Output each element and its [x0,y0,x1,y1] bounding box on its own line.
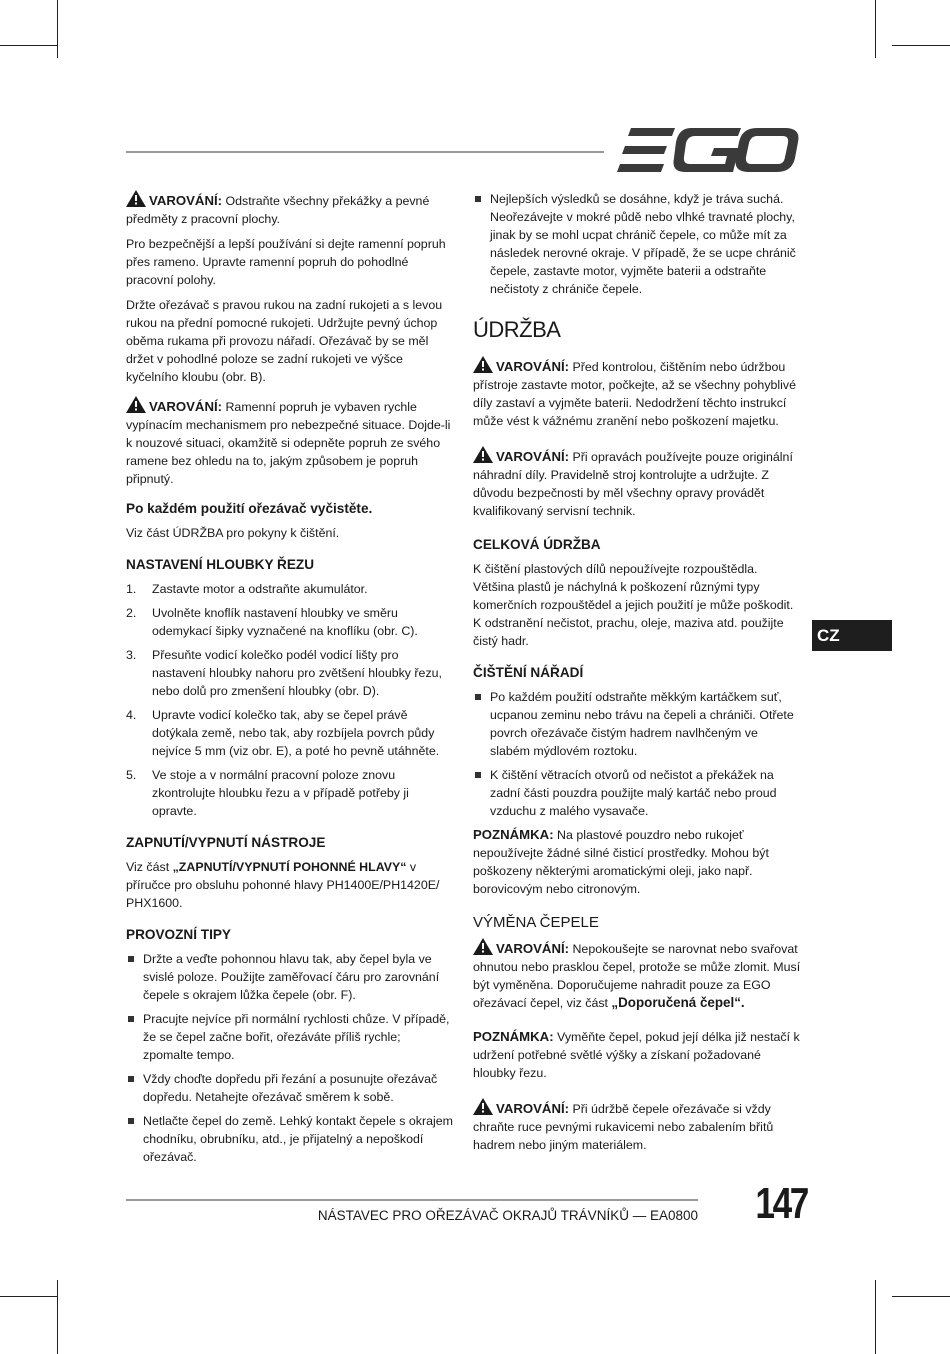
warning-label: VAROVÁNÍ: [496,941,570,956]
warning-gloves [473,1098,801,1154]
warning-text: Ramenní popruh je vybaven rychle vypínacím mechanismem pro nebezpečné situace. Dojde-li k nouzové situaci, okamžitě si odepněte popruh ze svého ramene bez ohledu na to, jakým způsobem je popruh připnutý. [126,400,451,486]
bullet-square-icon [475,196,481,202]
warning-text: Nepokoušejte se narovnat nebo svařovat ohnutou nebo prasklou čepel, protože se může zlomit. Musí být vyměněna. Doporučujeme nahradit pouze za EGO ořezávací čepel, viz část [473,942,801,1010]
warning-triangle-icon [473,446,493,463]
warning-triangle-icon [126,396,146,413]
bullet-square-icon [128,1016,134,1022]
step-text: Přesuňte vodicí kolečko podél vodicí lišty pro nastavení hloubky nahoru pro zvětšení hloubky řezu, nebo dolů pro zmenšení hloubky (obr. D). [152,648,442,698]
warning-label: VAROVÁNÍ: [496,1101,570,1116]
list-item [126,646,454,700]
bullet-square-icon [128,956,134,962]
note-cleaners [473,826,801,898]
cleaning-heading: ČIŠTĚNÍ NÁŘADÍ [473,665,584,680]
warning-triangle-icon [473,356,493,373]
warning-triangle-icon [473,938,493,955]
top-bullets [473,190,801,298]
footer-rule [126,1199,698,1201]
right-column [473,190,801,1161]
list-item [126,950,454,1004]
onoff-heading: ZAPNUTÍ/VYPNUTÍ NÁSTROJE [126,835,326,850]
general-maintenance-heading: CELKOVÁ ÚDRŽBA [473,537,601,552]
bullet-square-icon [475,694,481,700]
crop-mark [892,45,950,46]
warning-triangle-icon [473,1098,493,1115]
warning-label: VAROVÁNÍ: [496,359,570,374]
bullet-text: Nejlepších výsledků se dosáhne, když je tráva suchá. Neořezávejte v mokré půdě nebo vlhké travnaté plochy, jinak by se mohl ucpat chránič čepele, co může mít za následek nerovné okraje. V případě, že se ucpe chránič čepele, zastavte motor, vyjměte baterii a odstraňte nečistoty z chrániče čepele. [490,192,796,296]
list-item [126,580,454,598]
general-maintenance-text: K čištění plastových dílů nepoužívejte rozpouštědla. Většina plastů je náchylná k poškození různými typy komerčních rozpouštědel a jejich použití je může poškodit. K odstranění nečistot, prachu, oleje, maziva atd. použijte čistý hadr. [473,562,794,648]
list-item [126,766,454,820]
list-item [126,1070,454,1106]
list-item [126,1010,454,1064]
warning-strap-release [126,396,454,488]
step-text: Upravte vodicí kolečko tak, aby se čepel právě dotýkala země, nebo tak, aby rozbíjela povrch půdy nejvíce 5 mm (viz obr. E), a poté ho pevně utáhněte. [152,708,440,758]
crop-mark [892,1296,950,1297]
crop-mark [0,45,58,46]
crop-mark [875,0,876,58]
list-item [126,1112,454,1166]
list-item [473,688,801,760]
note-text: Na plastové pouzdro nebo rukojeť nepoužívejte žádné silné čisticí prostředky. Mohou být poškozeny některými aromatickými oleji, jako např. borovicovým nebo citronovým. [473,828,769,896]
crop-mark [875,1280,876,1354]
header-rule [126,151,604,153]
warning-obstacles [126,190,454,228]
ego-logo [617,128,799,172]
recommended-blade-reference: „Doporučená čepel“. [611,995,745,1010]
paragraph-shoulder-strap: Pro bezpečnější a lepší používání si dejte ramenní popruh přes rameno. Upravte ramenní popruh do pohodlné pracovní polohy. [126,237,446,287]
paragraph-hold-trimmer: Držte ořezávač s pravou rukou na zadní rukojeti a s levou rukou na přední pomocné rukojeti. Udržujte pevný úchop oběma rukama při provozu nářadí. Ořezávač by se měl držet v pohodlné poloze se zadní rukojeti ve výšce kyčelního kloubu (obr. B). [126,298,443,384]
step-number: 4. [126,708,137,722]
warning-text: Při údržbě čepele ořezávače si vždy chraňte ruce pevnými rukavicemi nebo zabalením břitů hadrem nebo jiným materiálem. [473,1102,774,1152]
bullet-text: K čištění větracích otvorů od nečistot a překážek na zadní části pouzdra použijte malý kartáč nebo proud vzduchu z malého vysavače. [490,768,777,818]
warning-label: VAROVÁNÍ: [149,399,223,414]
depth-heading: NASTAVENÍ HLOUBKY ŘEZU [126,557,315,572]
crop-mark [57,0,58,58]
language-tab: CZ [812,620,892,651]
cleaning-list [473,688,801,820]
list-item [473,190,801,298]
note-blade-length [473,1028,801,1082]
warning-label: VAROVÁNÍ: [149,193,223,208]
step-number: 5. [126,768,137,782]
list-item [126,706,454,760]
onoff-prefix: Viz část [126,860,173,874]
step-text: Zastavte motor a odstraňte akumulátor. [152,582,368,596]
step-text: Ve stoje a v normální pracovní poloze znovu zkontrolujte hloubku řezu a v případě potřeby ji opravte. [152,768,409,818]
onoff-text [126,858,454,912]
warning-text: Při opravách používejte pouze originální náhradní díly. Pravidelně stroj kontrolujte a udržujte. Z důvodu bezpečnosti by měl všechny opravy provádět kvalifikovaný servisní technik. [473,450,793,518]
after-use-text: Viz část ÚDRŽBA pro pokyny k čištění. [126,526,340,540]
tips-list [126,950,454,1166]
bullet-text: Po každém použití odstraňte měkkým kartáčkem suť, ucpanou zeminu nebo trávu na čepeli a chrániči. Otřete povrch ořezávače čistým hadrem navlhčeným ve slabém mýdlovém roztoku. [490,690,794,758]
warning-before-maintenance [473,356,801,430]
step-number: 1. [126,582,137,596]
bullet-text: Držte a veďte pohonnou hlavu tak, aby čepel byla ve svislé poloze. Použijte zaměřovací čáru pro zarovnání čepele s okrajem lůžka čepele (obr. F). [143,952,440,1002]
after-use-heading: Po každém použití ořezávač vyčistěte. [126,501,373,516]
warning-text: Před kontrolou, čištěním nebo údržbou přístroje zastavte motor, počkejte, až se všechny pohyblivé díly zastaví a vyjměte baterii. Nedodržení těchto instrukcí může vést k vážnému zranění nebo poškození majetku. [473,360,797,428]
tips-heading: PROVOZNÍ TIPY [126,927,231,942]
warning-label: VAROVÁNÍ: [496,449,570,464]
warning-original-parts [473,446,801,520]
depth-steps [126,580,454,820]
step-text: Uvolněte knoflík nastavení hloubky ve směru odemykací šipky vyznačené na knoflíku (obr. C). [152,606,418,638]
warning-bent-blade [473,938,801,1012]
warning-triangle-icon [126,190,146,207]
bullet-text: Pracujte nejvíce při normální rychlosti chůze. V případě, že se čepel začne bořit, ořezáváte příliš rychle; zpomalte tempo. [143,1012,450,1062]
step-number: 2. [126,606,137,620]
note-text: Vyměňte čepel, pokud její délka již nestačí k udržení potřebné světlé výšky a získaní požadované hloubky řezu. [473,1030,800,1080]
bullet-square-icon [128,1118,134,1124]
list-item [126,604,454,640]
crop-mark [0,1296,58,1297]
maintenance-title: ÚDRŽBA [473,317,561,342]
note-label: POZNÁMKA: [473,1029,554,1044]
blade-replacement-heading: VÝMĚNA ČEPELE [473,914,599,931]
warning-text: Odstraňte všechny překážky a pevné předměty z pracovní plochy. [126,194,430,226]
bullet-square-icon [128,1076,134,1082]
step-number: 3. [126,648,137,662]
note-label: POZNÁMKA: [473,827,554,842]
manual-title: NÁSTAVEC PRO OŘEZÁVAČ OKRAJŮ TRÁVNÍKŮ — EA0800 [317,1208,698,1223]
crop-mark [57,1280,58,1354]
bullet-text: Netlačte čepel do země. Lehký kontakt čepele s okrajem chodníku, obrubníku, atd., je přijatelný a nepoškodí ořezávač. [143,1114,453,1164]
list-item [473,766,801,820]
page-number: 147 [755,1179,807,1228]
bullet-square-icon [475,772,481,778]
left-column [126,190,454,1172]
onoff-suffix: v příručce pro obsluhu pohonné hlavy PH1400E/PH1420E/ PHX1600. [126,860,440,910]
bullet-text: Vždy choďte dopředu při řezání a posunujte ořezávač dopředu. Netahejte ořezávač směrem k sobě. [143,1072,438,1104]
onoff-reference: „ZAPNUTÍ/VYPNUTÍ POHONNÉ HLAVY“ [172,860,407,874]
